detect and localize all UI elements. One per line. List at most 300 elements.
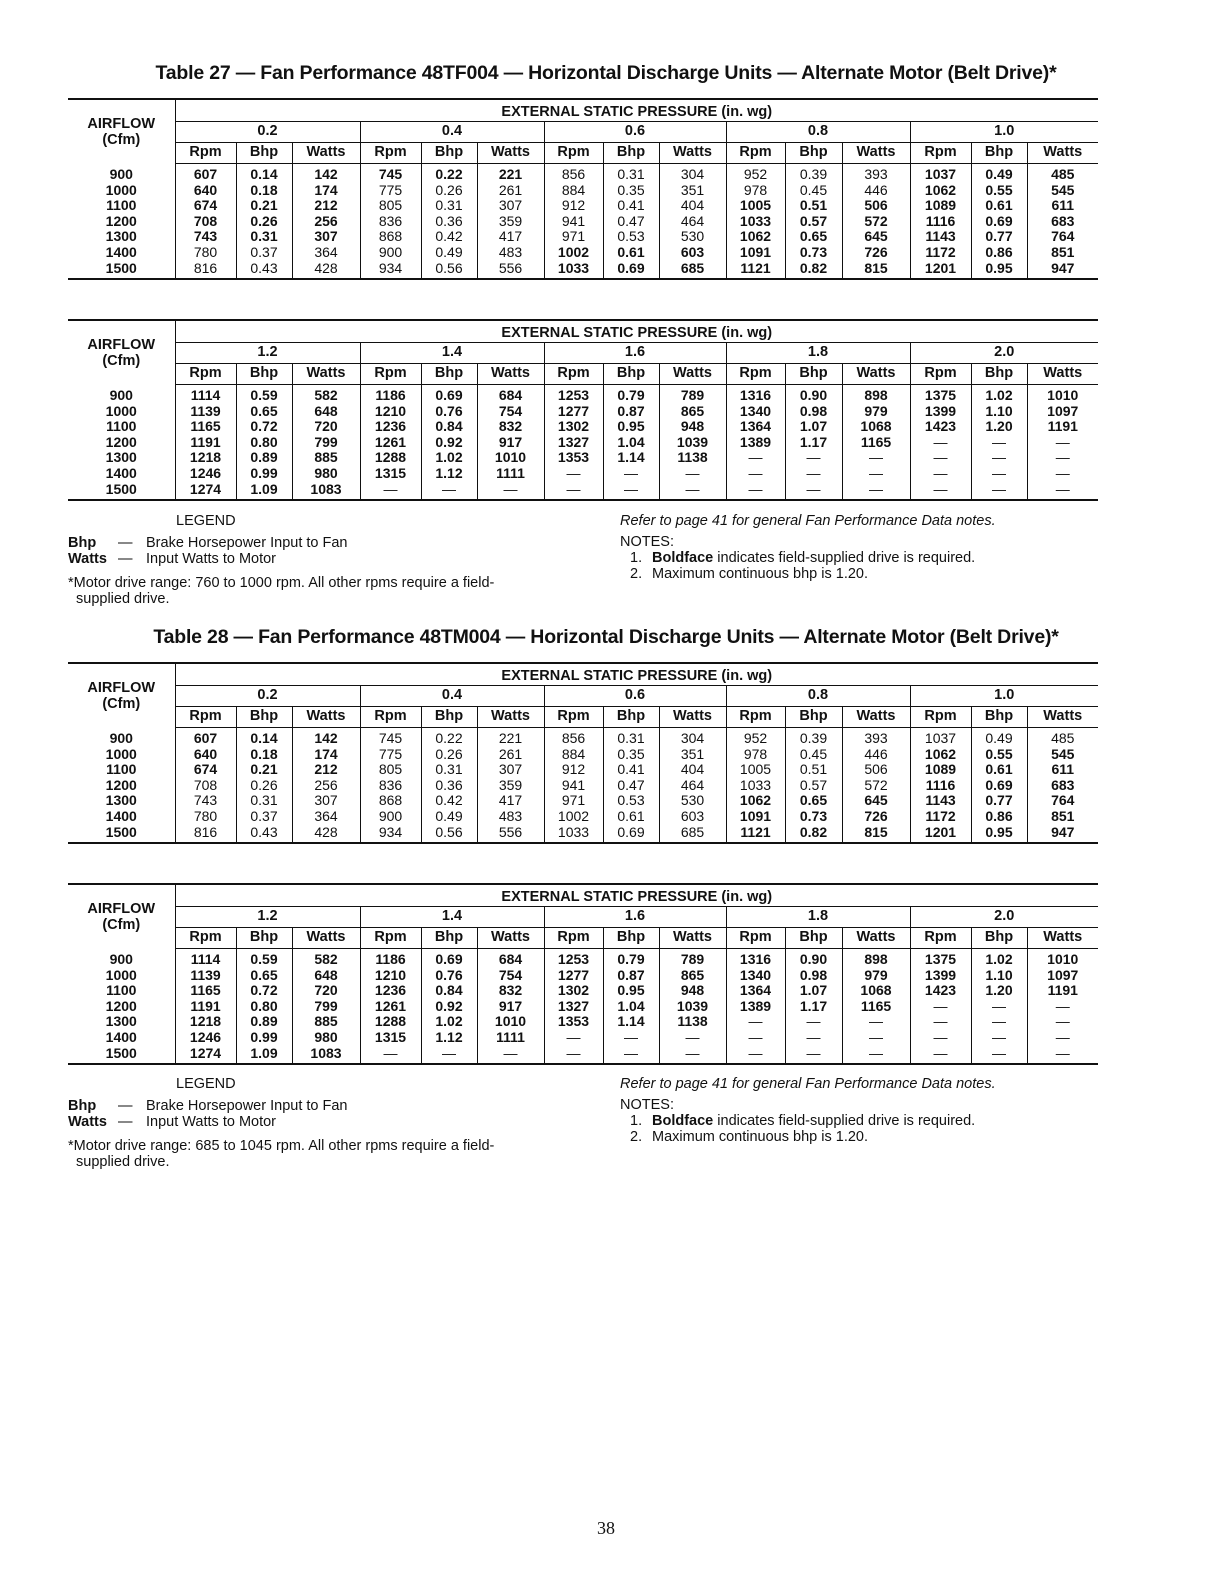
column-header: Rpm bbox=[175, 143, 236, 164]
data-cell: 684 bbox=[477, 949, 544, 968]
data-cell: 1.09 bbox=[236, 482, 292, 501]
data-cell: — bbox=[603, 1030, 659, 1046]
data-cell: — bbox=[603, 1046, 659, 1065]
table-row bbox=[68, 198, 1098, 214]
legend-key: Watts bbox=[68, 551, 107, 567]
data-cell: 307 bbox=[477, 762, 544, 778]
data-cell: 1114 bbox=[175, 949, 236, 968]
data-cell: 836 bbox=[360, 214, 421, 230]
data-cell: — bbox=[910, 1046, 971, 1065]
data-cell: 832 bbox=[477, 419, 544, 435]
data-cell: 1116 bbox=[910, 214, 971, 230]
data-cell: 832 bbox=[477, 983, 544, 999]
airflow-header bbox=[68, 320, 175, 385]
data-cell: — bbox=[1055, 464, 1070, 481]
data-cell: 304 bbox=[659, 164, 726, 183]
data-cell: 1201 bbox=[910, 825, 971, 844]
legend-dash: — bbox=[118, 551, 133, 567]
external-static-pressure-header: EXTERNAL STATIC PRESSURE (in. wg) bbox=[175, 663, 1098, 686]
data-cell: 0.73 bbox=[785, 809, 842, 825]
data-cell: 0.49 bbox=[971, 728, 1027, 747]
pressure-header: 0.2 bbox=[175, 686, 360, 707]
data-cell: 1062 bbox=[910, 747, 971, 763]
data-cell: 1.14 bbox=[603, 1014, 659, 1030]
data-cell: 0.26 bbox=[421, 183, 477, 199]
pressure-header: 1.2 bbox=[175, 907, 360, 928]
data-cell: 0.73 bbox=[785, 245, 842, 261]
airflow-header bbox=[68, 663, 175, 728]
data-cell: 1389 bbox=[726, 999, 785, 1015]
data-cell: 1375 bbox=[910, 949, 971, 968]
data-cell: 307 bbox=[477, 198, 544, 214]
note-bold: Boldface bbox=[652, 1113, 714, 1129]
pressure-header: 0.4 bbox=[360, 122, 544, 143]
data-cell: 708 bbox=[175, 778, 236, 794]
pressure-row bbox=[68, 907, 1098, 928]
table-27-section-2 bbox=[68, 319, 1098, 501]
column-header: Bhp bbox=[603, 928, 659, 949]
data-cell: 0.82 bbox=[785, 261, 842, 280]
data-cell: 1288 bbox=[360, 450, 421, 466]
data-cell: 1327 bbox=[544, 999, 603, 1015]
data-cell: 483 bbox=[477, 809, 544, 825]
data-cell: 0.72 bbox=[236, 983, 292, 999]
data-cell: 1091 bbox=[726, 245, 785, 261]
data-cell: 1274 bbox=[175, 1046, 236, 1065]
data-cell: 1423 bbox=[910, 419, 971, 435]
data-cell: 685 bbox=[659, 825, 726, 844]
data-cell: 683 bbox=[1051, 212, 1075, 229]
data-cell: 1315 bbox=[360, 1030, 421, 1046]
data-cell: 1.02 bbox=[421, 1014, 477, 1030]
airflow-value: 1400 bbox=[68, 809, 175, 825]
airflow-value: 1000 bbox=[68, 747, 175, 763]
data-cell: 1114 bbox=[175, 385, 236, 404]
data-cell: 1.02 bbox=[421, 450, 477, 466]
data-cell: 805 bbox=[360, 198, 421, 214]
data-cell: 1062 bbox=[910, 183, 971, 199]
data-cell: 0.49 bbox=[421, 245, 477, 261]
legend-dash: — bbox=[118, 535, 133, 551]
data-cell: 1236 bbox=[360, 983, 421, 999]
data-cell: 1165 bbox=[175, 983, 236, 999]
fan-performance-table bbox=[68, 98, 1098, 280]
note-number: 1. bbox=[630, 1113, 643, 1129]
table-28-title: Table 28 — Fan Performance 48TM004 — Horizontal Discharge Units — Alternate Motor (Belt Drive)* bbox=[153, 626, 1059, 648]
data-cell: — bbox=[603, 466, 659, 482]
data-cell: 221 bbox=[477, 164, 544, 183]
data-cell: 0.39 bbox=[785, 164, 842, 183]
data-cell: 556 bbox=[477, 261, 544, 280]
motor-drive-footnote bbox=[68, 1138, 568, 1170]
data-cell: 885 bbox=[292, 1014, 360, 1030]
data-cell: — bbox=[1055, 1044, 1070, 1061]
column-header: Rpm bbox=[360, 364, 421, 385]
data-cell: 0.84 bbox=[421, 419, 477, 435]
data-cell: 351 bbox=[659, 183, 726, 199]
data-cell: 900 bbox=[360, 245, 421, 261]
data-cell: — bbox=[971, 1030, 1027, 1046]
data-cell: 0.36 bbox=[421, 214, 477, 230]
data-cell: 0.65 bbox=[785, 793, 842, 809]
data-cell: 0.99 bbox=[236, 1030, 292, 1046]
note-bold: Boldface bbox=[652, 550, 714, 566]
column-header: Watts bbox=[659, 707, 726, 728]
data-cell: — bbox=[910, 1030, 971, 1046]
data-cell: — bbox=[659, 482, 726, 501]
data-cell: 1191 bbox=[175, 435, 236, 451]
data-cell: 464 bbox=[659, 214, 726, 230]
table-row bbox=[68, 450, 1098, 466]
pressure-header: 2.0 bbox=[910, 907, 1098, 928]
data-cell: 0.86 bbox=[971, 245, 1027, 261]
data-cell: 816 bbox=[175, 261, 236, 280]
column-header: Bhp bbox=[236, 707, 292, 728]
pressure-header: 0.8 bbox=[726, 686, 910, 707]
data-cell: — bbox=[785, 1030, 842, 1046]
column-header: Rpm bbox=[910, 364, 971, 385]
column-header: Rpm bbox=[910, 707, 971, 728]
data-cell: 971 bbox=[544, 229, 603, 245]
data-cell: 1039 bbox=[659, 435, 726, 451]
data-cell: 1236 bbox=[360, 419, 421, 435]
pressure-header: 1.4 bbox=[360, 907, 544, 928]
data-cell: 582 bbox=[292, 385, 360, 404]
data-cell: 307 bbox=[292, 229, 360, 245]
data-cell: 174 bbox=[292, 747, 360, 763]
airflow-label: AIRFLOW bbox=[87, 336, 156, 353]
data-cell: 684 bbox=[477, 385, 544, 404]
data-cell: 545 bbox=[1051, 181, 1075, 198]
data-cell: 912 bbox=[544, 762, 603, 778]
data-cell: 754 bbox=[477, 404, 544, 420]
data-cell: 1005 bbox=[726, 198, 785, 214]
table-row bbox=[68, 809, 1098, 825]
data-cell: 0.89 bbox=[236, 450, 292, 466]
column-header: Watts bbox=[842, 928, 910, 949]
data-cell: 221 bbox=[477, 728, 544, 747]
data-cell: 1.17 bbox=[785, 999, 842, 1015]
data-cell: 0.99 bbox=[236, 466, 292, 482]
data-cell: 1005 bbox=[726, 762, 785, 778]
data-cell: — bbox=[785, 450, 842, 466]
legend-text: Brake Horsepower Input to Fan bbox=[146, 535, 348, 551]
data-cell: 607 bbox=[175, 728, 236, 747]
data-cell: — bbox=[477, 482, 544, 501]
table-row bbox=[68, 214, 1098, 230]
data-cell: 1068 bbox=[842, 983, 910, 999]
data-cell: 0.53 bbox=[603, 793, 659, 809]
data-cell: 0.47 bbox=[603, 214, 659, 230]
column-header: Rpm bbox=[175, 928, 236, 949]
data-cell: 0.26 bbox=[236, 214, 292, 230]
column-header: Watts bbox=[477, 143, 544, 164]
airflow-value: 1000 bbox=[68, 968, 175, 984]
data-cell: 917 bbox=[477, 435, 544, 451]
data-cell: 868 bbox=[360, 229, 421, 245]
data-cell: — bbox=[785, 482, 842, 501]
data-cell: 1165 bbox=[175, 419, 236, 435]
airflow-unit: (Cfm) bbox=[102, 131, 141, 148]
pressure-header: 1.6 bbox=[544, 343, 726, 364]
data-cell: 1246 bbox=[175, 1030, 236, 1046]
data-cell: 789 bbox=[659, 949, 726, 968]
data-cell: 947 bbox=[1051, 259, 1075, 276]
footnote-line: supplied drive. bbox=[76, 591, 170, 607]
data-cell: 948 bbox=[659, 983, 726, 999]
airflow-value: 1200 bbox=[68, 214, 175, 230]
data-cell: 404 bbox=[659, 198, 726, 214]
refer-note: Refer to page 41 for general Fan Performance Data notes. bbox=[620, 1076, 996, 1092]
data-cell: 0.37 bbox=[236, 809, 292, 825]
data-cell: 0.35 bbox=[603, 183, 659, 199]
data-cell: 0.51 bbox=[785, 198, 842, 214]
table-row bbox=[68, 404, 1098, 420]
column-header-row bbox=[68, 143, 1098, 164]
data-cell: 1.14 bbox=[603, 450, 659, 466]
data-cell: 0.95 bbox=[603, 983, 659, 999]
airflow-label: AIRFLOW bbox=[87, 115, 156, 132]
table-row bbox=[68, 229, 1098, 245]
data-cell: — bbox=[477, 1046, 544, 1065]
data-cell: 0.31 bbox=[236, 793, 292, 809]
data-cell: 1091 bbox=[726, 809, 785, 825]
data-cell: 851 bbox=[1051, 243, 1075, 260]
header-row bbox=[68, 884, 1098, 907]
data-cell: — bbox=[910, 435, 971, 451]
data-cell: — bbox=[421, 482, 477, 501]
data-cell: — bbox=[971, 1046, 1027, 1065]
footnote-line: *Motor drive range: 685 to 1045 rpm. All other rpms require a field- bbox=[68, 1138, 495, 1154]
pressure-row bbox=[68, 686, 1098, 707]
data-cell: 971 bbox=[544, 793, 603, 809]
data-cell: 1002 bbox=[544, 809, 603, 825]
airflow-value: 900 bbox=[68, 949, 175, 968]
page-number: 38 bbox=[597, 1518, 615, 1538]
data-cell: 775 bbox=[360, 183, 421, 199]
data-cell: 256 bbox=[292, 214, 360, 230]
data-cell: 359 bbox=[477, 214, 544, 230]
data-cell: 0.82 bbox=[785, 825, 842, 844]
data-cell: 745 bbox=[360, 164, 421, 183]
data-cell: 0.57 bbox=[785, 214, 842, 230]
data-cell: 645 bbox=[842, 793, 910, 809]
data-cell: 1340 bbox=[726, 968, 785, 984]
data-cell: 1111 bbox=[477, 1030, 544, 1046]
column-header: Bhp bbox=[785, 364, 842, 385]
note-item bbox=[620, 566, 1090, 582]
airflow-value: 1300 bbox=[68, 793, 175, 809]
data-cell: 1139 bbox=[175, 968, 236, 984]
column-header: Watts bbox=[842, 143, 910, 164]
data-cell: 674 bbox=[175, 762, 236, 778]
note-text: Maximum continuous bhp is 1.20. bbox=[652, 566, 868, 582]
airflow-value: 900 bbox=[68, 164, 175, 183]
data-cell: 1010 bbox=[477, 1014, 544, 1030]
column-header: Watts bbox=[292, 143, 360, 164]
data-cell: 743 bbox=[175, 793, 236, 809]
data-cell: 941 bbox=[544, 778, 603, 794]
data-cell: — bbox=[785, 466, 842, 482]
data-cell: 720 bbox=[292, 983, 360, 999]
data-cell: 0.76 bbox=[421, 968, 477, 984]
data-cell: — bbox=[842, 1014, 910, 1030]
data-cell: 1089 bbox=[910, 762, 971, 778]
data-cell: — bbox=[544, 466, 603, 482]
table-row bbox=[68, 435, 1098, 451]
data-cell: 446 bbox=[842, 747, 910, 763]
column-header: Rpm bbox=[910, 143, 971, 164]
data-cell: 979 bbox=[842, 404, 910, 420]
table-row bbox=[68, 793, 1098, 809]
data-cell: 485 bbox=[1051, 730, 1075, 746]
airflow-value: 1500 bbox=[68, 482, 175, 501]
column-header: Bhp bbox=[603, 364, 659, 385]
data-cell: 1068 bbox=[842, 419, 910, 435]
table-27-title: Table 27 — Fan Performance 48TF004 — Horizontal Discharge Units — Alternate Motor (Belt Drive)* bbox=[155, 62, 1057, 84]
data-cell: — bbox=[842, 482, 910, 501]
data-cell: — bbox=[971, 1014, 1027, 1030]
data-cell: 1191 bbox=[175, 999, 236, 1015]
legend-key: Bhp bbox=[68, 1098, 97, 1114]
data-cell: 582 bbox=[292, 949, 360, 968]
airflow-header bbox=[68, 99, 175, 164]
note-text: indicates field-supplied drive is required. bbox=[713, 1113, 976, 1129]
data-cell: 0.79 bbox=[603, 949, 659, 968]
airflow-value: 1200 bbox=[68, 999, 175, 1015]
column-header: Bhp bbox=[971, 928, 1027, 949]
table-row bbox=[68, 419, 1098, 435]
data-cell: 1033 bbox=[726, 778, 785, 794]
data-cell: 1116 bbox=[910, 778, 971, 794]
data-cell: 0.31 bbox=[236, 229, 292, 245]
data-cell: 1210 bbox=[360, 404, 421, 420]
data-cell: 978 bbox=[726, 183, 785, 199]
data-cell: 0.41 bbox=[603, 762, 659, 778]
data-cell: 142 bbox=[292, 728, 360, 747]
airflow-value: 1500 bbox=[68, 261, 175, 280]
data-cell: 0.26 bbox=[236, 778, 292, 794]
header-row bbox=[68, 320, 1098, 343]
column-header: Bhp bbox=[421, 143, 477, 164]
data-cell: 780 bbox=[175, 809, 236, 825]
data-cell: 851 bbox=[1051, 807, 1075, 824]
table-row bbox=[68, 728, 1098, 747]
data-cell: 0.61 bbox=[603, 245, 659, 261]
data-cell: 1010 bbox=[1047, 951, 1079, 967]
data-cell: 1302 bbox=[544, 983, 603, 999]
table-row bbox=[68, 482, 1098, 501]
data-cell: 865 bbox=[659, 404, 726, 420]
note-item bbox=[620, 1113, 1090, 1129]
data-cell: 0.98 bbox=[785, 404, 842, 420]
data-cell: 0.22 bbox=[421, 728, 477, 747]
data-cell: 174 bbox=[292, 183, 360, 199]
data-cell: 0.65 bbox=[236, 404, 292, 420]
data-cell: 805 bbox=[360, 762, 421, 778]
table-row bbox=[68, 1030, 1098, 1046]
column-header: Rpm bbox=[910, 928, 971, 949]
data-cell: 1097 bbox=[1047, 966, 1079, 983]
airflow-value: 1100 bbox=[68, 983, 175, 999]
data-cell: 640 bbox=[175, 183, 236, 199]
fan-performance-table bbox=[68, 883, 1098, 1065]
data-cell: 261 bbox=[477, 183, 544, 199]
data-cell: 0.69 bbox=[971, 214, 1027, 230]
data-cell: 1253 bbox=[544, 949, 603, 968]
data-cell: 1210 bbox=[360, 968, 421, 984]
airflow-value: 900 bbox=[68, 728, 175, 747]
data-cell: 856 bbox=[544, 164, 603, 183]
data-cell: 256 bbox=[292, 778, 360, 794]
column-header: Watts bbox=[477, 928, 544, 949]
legend-title: LEGEND bbox=[176, 1076, 236, 1092]
data-cell: 1274 bbox=[175, 482, 236, 501]
column-header: Bhp bbox=[236, 143, 292, 164]
column-header: Bhp bbox=[421, 364, 477, 385]
airflow-value: 1500 bbox=[68, 1046, 175, 1065]
data-cell: 0.26 bbox=[421, 747, 477, 763]
data-cell: 1.04 bbox=[603, 999, 659, 1015]
data-cell: 0.95 bbox=[971, 825, 1027, 844]
data-cell: 1.09 bbox=[236, 1046, 292, 1065]
data-cell: 0.84 bbox=[421, 983, 477, 999]
data-cell: 0.59 bbox=[236, 949, 292, 968]
data-cell: 0.89 bbox=[236, 1014, 292, 1030]
data-cell: 359 bbox=[477, 778, 544, 794]
column-header: Watts bbox=[477, 707, 544, 728]
data-cell: 0.72 bbox=[236, 419, 292, 435]
data-cell: 0.56 bbox=[421, 261, 477, 280]
data-cell: 1165 bbox=[842, 435, 910, 451]
data-cell: 726 bbox=[842, 809, 910, 825]
column-header: Rpm bbox=[360, 707, 421, 728]
column-header: Watts bbox=[292, 928, 360, 949]
legend-key: Bhp bbox=[68, 535, 97, 551]
data-cell: 1172 bbox=[910, 245, 971, 261]
data-cell: 464 bbox=[659, 778, 726, 794]
data-cell: 868 bbox=[360, 793, 421, 809]
data-cell: 307 bbox=[292, 793, 360, 809]
data-cell: 912 bbox=[544, 198, 603, 214]
column-header-row bbox=[68, 364, 1098, 385]
data-cell: 1037 bbox=[910, 164, 971, 183]
airflow-value: 1100 bbox=[68, 762, 175, 778]
table-row bbox=[68, 1046, 1098, 1065]
data-cell: 1083 bbox=[292, 1046, 360, 1065]
data-cell: 212 bbox=[292, 198, 360, 214]
data-cell: 0.92 bbox=[421, 999, 477, 1015]
column-header: Watts bbox=[1027, 143, 1098, 164]
column-header: Watts bbox=[477, 364, 544, 385]
column-header: Watts bbox=[292, 707, 360, 728]
legend-text: Brake Horsepower Input to Fan bbox=[146, 1098, 348, 1114]
data-cell: 0.77 bbox=[971, 229, 1027, 245]
data-cell: — bbox=[971, 466, 1027, 482]
column-header: Bhp bbox=[971, 364, 1027, 385]
data-cell: 1191 bbox=[1047, 418, 1078, 435]
table-row bbox=[68, 762, 1098, 778]
data-cell: 1353 bbox=[544, 1014, 603, 1030]
data-cell: 917 bbox=[477, 999, 544, 1015]
data-cell: 603 bbox=[659, 245, 726, 261]
data-cell: 1039 bbox=[659, 999, 726, 1015]
data-cell: 1277 bbox=[544, 968, 603, 984]
data-cell: 1353 bbox=[544, 450, 603, 466]
airflow-value: 1500 bbox=[68, 825, 175, 844]
data-cell: 1327 bbox=[544, 435, 603, 451]
data-cell: 611 bbox=[1051, 761, 1075, 778]
